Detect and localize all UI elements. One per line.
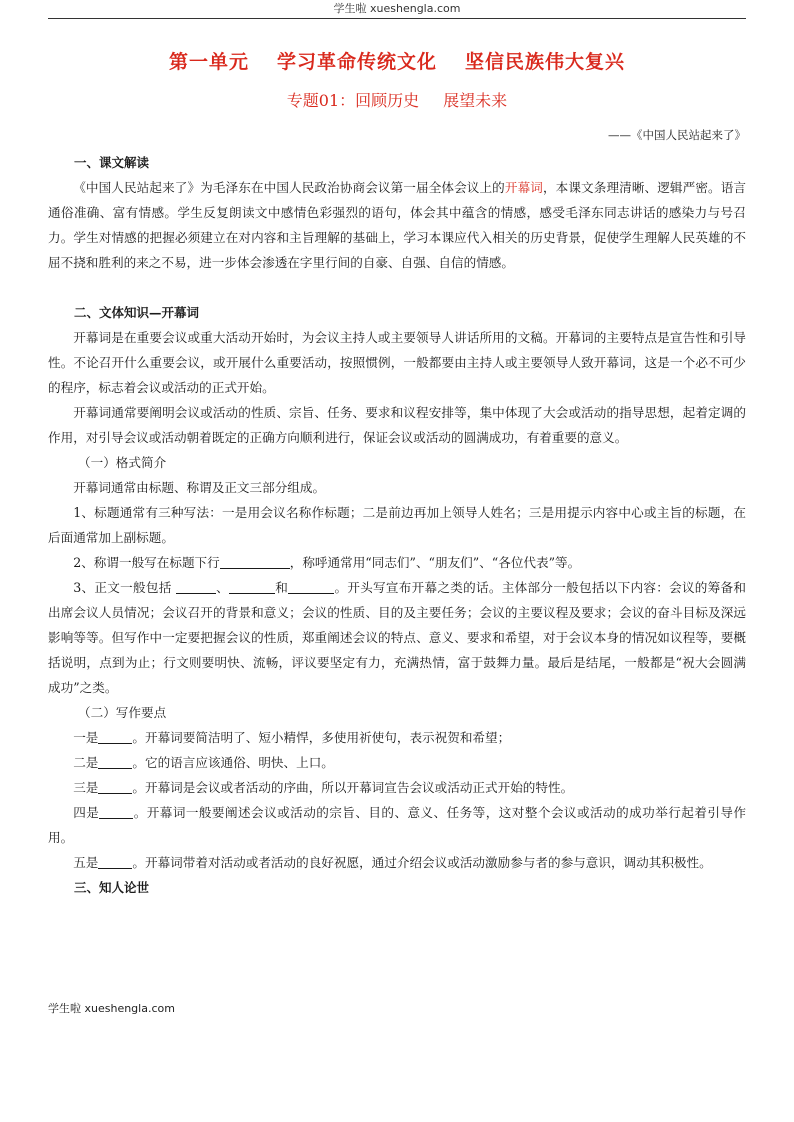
pt5-label: 五是	[73, 855, 99, 870]
fill-blank	[98, 754, 132, 769]
section1-paragraph	[48, 175, 746, 275]
pt4-label: 四是	[73, 805, 100, 820]
page-title	[48, 48, 746, 76]
fill-blank	[288, 579, 334, 594]
item2-text-b: ，称呼通常用“同志们”、“朋友们”、“各位代表”等。	[289, 555, 581, 570]
item3-text-b: 。开头写宣布开幕之类的话。主体部分一般包括以下内容：会议的筹备和出席会议人员情况；会议召开的背景和意义；会议的性质、目的及主要任务；会议的主要议程及要求；会议的奋斗目标及深远影响等等。但写作中一定要把握会议的性质，郑重阐述会议的特点、意义、要求和希望，对于会议本身的情况如议程等，要概括说明，点到为止；行文则要明快、流畅，评议要坚定有力，充满热情，富于鼓舞力量。最后是结尾，一般都是“祝大会圆满成功”之类。	[48, 580, 747, 695]
s2-item-1: 1、标题通常有三种写法：一是用会议名称作标题；二是前边再加上领导人姓名；三是用提示内容中心或主旨的标题，在后面通常加上副标题。	[48, 505, 746, 545]
s2-point-4	[48, 800, 746, 850]
pt4-text: 。开幕词一般要阐述会议或活动的宗旨、目的、意义、任务等，这对整个会议或活动的成功举行起着引导作用。	[48, 805, 747, 845]
pt3-text: 。开幕词是会议或者活动的序曲，所以开幕词宣告会议或活动正式开始的特性。	[132, 780, 574, 795]
s2-item-2	[48, 550, 746, 575]
s2-point-2	[48, 750, 746, 775]
fill-blank	[229, 579, 275, 594]
s2-point-3	[48, 775, 746, 800]
item2-text-a: 2、称谓一般写在标题下行	[73, 555, 220, 570]
fill-blank	[98, 729, 132, 744]
s2-point-5	[48, 850, 746, 875]
fill-blank	[176, 579, 216, 594]
header-site-text: 学生啦 xueshengla.com	[333, 2, 461, 15]
s1-text-after: ，本课文条理清晰、逻辑严密。语言通俗准确、富有情感。学生反复朗读文中感情色彩强烈的语句，体会其中蕴含的情感，感受毛泽东同志讲话的感染力与号召力。学生对情感的把握必须建立在对内容和主旨理解的基础上，学习本课应代入相关的历史背景，促使学生理解人民英雄的不屈不挠和胜利的来之不易，进一步体会渗透在字里行间的自豪、自强、自信的情感。	[48, 180, 747, 270]
spacer	[48, 275, 746, 300]
s2-paragraph-2: 开幕词通常要阐明会议或活动的性质、宗旨、任务、要求和议程安排等，集中体现了大会或活动的指导思想，起着定调的作用，对引导会议或活动朝着既定的正确方向顺利进行，保证会议或活动的圆满成功，有着重要的意义。	[48, 405, 746, 445]
pt2-text: 。它的语言应该通俗、明快、上口。	[132, 755, 334, 770]
fill-blank	[220, 554, 290, 569]
fill-blank	[99, 804, 133, 819]
s1-text-before: 《中国人民站起来了》为毛泽东在中国人民政治协商会议第一届全体会议上的	[73, 180, 505, 195]
item3-text-a: 3、正文一般包括	[73, 580, 172, 595]
page-header	[48, 0, 746, 19]
s2-subheading-points: （二）写作要点	[78, 705, 167, 720]
pt3-label: 三是	[73, 780, 99, 795]
subtitle-topic: 专题01：回顾历史	[286, 91, 420, 110]
page-subtitle	[48, 89, 746, 113]
s2-paragraph-1: 开幕词是在重要会议或重大活动开始时，为会议主持人或主要领导人讲话所用的文稿。开幕词的主要特点是宣告性和引导性。不论召开什么重要会议，或开展什么重要活动，按照惯例，一般都要由主持人或主要领导人致开幕词，这是一个必不可少的程序，标志着会议或活动的正式开始。	[48, 330, 746, 395]
title-unit: 第一单元	[168, 51, 249, 73]
section-heading-3: 三、知人论世	[74, 880, 150, 895]
s2-paragraph-3: 开幕词通常由标题、称谓及正文三部分组成。	[73, 480, 326, 495]
title-part2: 坚信民族伟大复兴	[465, 51, 626, 73]
page-footer: 学生啦 xueshengla.com	[48, 1002, 175, 1015]
s2-subheading-format: （一）格式简介	[78, 455, 167, 470]
s2-item-3	[48, 575, 746, 700]
document-body	[48, 150, 746, 900]
pt2-label: 二是	[73, 755, 99, 770]
subtitle-theme: 展望未来	[443, 91, 508, 110]
section-heading-2: 二、文体知识—开幕词	[74, 305, 200, 320]
pt1-text: 。开幕词要简洁明了、短小精悍，多使用祈使句，表示祝贺和希望；	[132, 730, 511, 745]
title-part1: 学习革命传统文化	[276, 51, 437, 73]
item3-sep-1: 、	[215, 580, 230, 595]
s1-highlight-keyword: 开幕词	[504, 180, 543, 195]
pt5-text: 。开幕词带着对活动或者活动的良好祝愿，通过介绍会议或活动激励参与者的参与意识，调动其积极性。	[132, 855, 712, 870]
section-heading-1: 一、课文解读	[74, 155, 150, 170]
pt1-label: 一是	[73, 730, 99, 745]
fill-blank	[98, 779, 132, 794]
s2-point-1	[48, 725, 746, 750]
fill-blank	[98, 854, 132, 869]
item3-sep-2: 和	[275, 580, 289, 595]
source-attribution: ——《中国人民站起来了》	[608, 128, 746, 142]
